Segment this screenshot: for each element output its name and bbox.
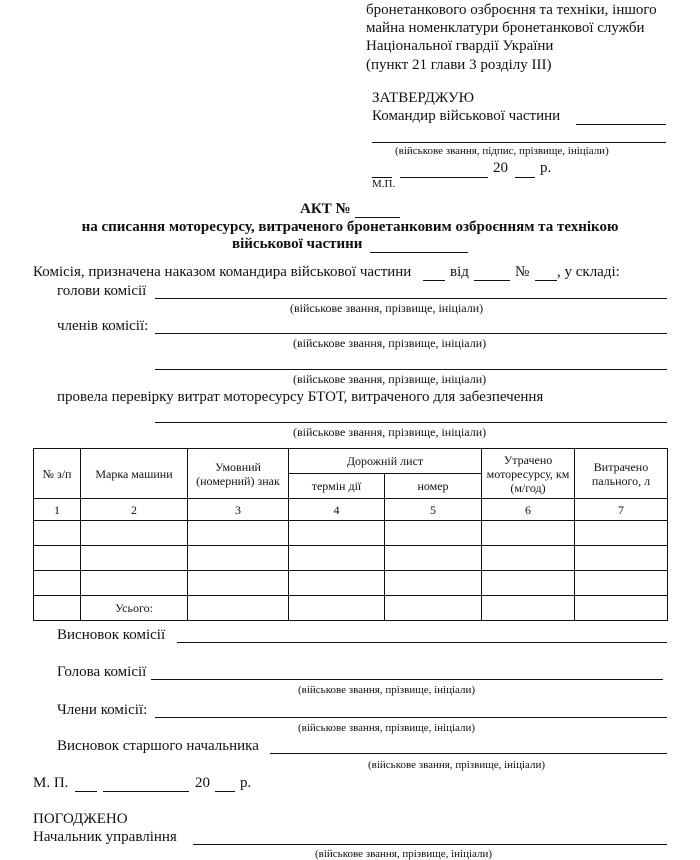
approval-year: 20 bbox=[493, 160, 508, 176]
chief-label: Начальник управління bbox=[33, 829, 177, 845]
commission-intro: Комісія, призначена наказом командира військової частини bbox=[33, 264, 412, 280]
commission-head-blank[interactable] bbox=[155, 298, 667, 299]
cell[interactable] bbox=[385, 521, 482, 546]
cell[interactable] bbox=[34, 596, 81, 621]
col-number: 4 bbox=[289, 499, 385, 521]
commission-no: № bbox=[515, 264, 530, 280]
table-row bbox=[34, 546, 668, 571]
header-note-line4: (пункт 21 глави 3 розділу III) bbox=[366, 57, 552, 73]
cell[interactable] bbox=[188, 546, 289, 571]
commission-head-label: голови комісії bbox=[57, 283, 147, 299]
commander-signature-blank[interactable] bbox=[372, 142, 666, 143]
act-subtitle2: військової частини bbox=[232, 236, 363, 252]
table-row bbox=[34, 571, 668, 596]
conclusion-blank[interactable] bbox=[177, 642, 667, 643]
motor-resource-table bbox=[33, 448, 668, 621]
header-note-line2: майна номенклатури бронетанкової служби bbox=[366, 20, 645, 36]
conclusion-label: Висновок комісії bbox=[57, 627, 166, 643]
footer-year-blank[interactable] bbox=[215, 791, 235, 792]
header-no: № з/п bbox=[34, 449, 81, 499]
order-number-blank[interactable] bbox=[423, 280, 445, 281]
commission-purpose-hint: (військове звання, прізвище, ініціали) bbox=[293, 425, 487, 439]
col-number: 1 bbox=[34, 499, 81, 521]
agreed-title: ПОГОДЖЕНО bbox=[33, 811, 128, 827]
cell[interactable] bbox=[482, 571, 575, 596]
commission-purpose-blank[interactable] bbox=[155, 422, 667, 423]
cell[interactable] bbox=[289, 546, 385, 571]
total-row bbox=[34, 596, 668, 621]
header-note-line1: бронетанкового озброєння та техніки, іншого bbox=[366, 2, 657, 18]
cell[interactable] bbox=[34, 571, 81, 596]
col-number: 5 bbox=[385, 499, 482, 521]
commission-members-hint1: (військове звання, прізвище, ініціали) bbox=[293, 336, 487, 350]
commission-members-blank1[interactable] bbox=[155, 333, 667, 334]
head-label: Голова комісії bbox=[57, 664, 147, 680]
header-waybill: Дорожній лист bbox=[289, 449, 482, 474]
header-number: номер bbox=[385, 474, 482, 499]
total-label: Усього: bbox=[81, 596, 188, 621]
members-hint: (військове звання, прізвище, ініціали) bbox=[298, 722, 476, 734]
cell[interactable] bbox=[188, 596, 289, 621]
act-title: АКТ № bbox=[300, 201, 351, 217]
chief-blank[interactable] bbox=[193, 844, 667, 845]
order-no-blank[interactable] bbox=[535, 280, 557, 281]
head-blank[interactable] bbox=[151, 679, 663, 680]
header-validity: термін дії bbox=[289, 474, 385, 499]
cell[interactable] bbox=[385, 596, 482, 621]
header-note-line3: Національної гвардії України bbox=[366, 38, 554, 54]
col-number: 3 bbox=[188, 499, 289, 521]
approval-month-blank[interactable] bbox=[400, 177, 488, 178]
chief-hint: (військове звання, прізвище, ініціали) bbox=[315, 848, 493, 860]
act-number-blank[interactable] bbox=[355, 217, 400, 218]
approval-title: ЗАТВЕРДЖУЮ bbox=[372, 90, 475, 106]
table-row bbox=[34, 521, 668, 546]
cell[interactable] bbox=[34, 521, 81, 546]
footer-day-blank[interactable] bbox=[75, 791, 97, 792]
act-subtitle1: на списання моторесурсу, витраченого бронетанковим озброєнням та технікою bbox=[81, 219, 619, 235]
column-number-row bbox=[34, 499, 668, 521]
col-number: 6 bbox=[482, 499, 575, 521]
cell[interactable] bbox=[81, 571, 188, 596]
cell[interactable] bbox=[385, 546, 482, 571]
commission-from: від bbox=[450, 264, 469, 280]
commission-members-hint2: (військове звання, прізвище, ініціали) bbox=[293, 372, 487, 386]
cell[interactable] bbox=[81, 521, 188, 546]
approval-hint: (військове звання, підпис, прізвище, ініціали) bbox=[395, 145, 609, 157]
approval-year-suffix: р. bbox=[540, 160, 552, 176]
header-brand: Марка машини bbox=[81, 449, 188, 499]
footer-month-blank[interactable] bbox=[103, 791, 189, 792]
order-date-blank[interactable] bbox=[474, 280, 510, 281]
act-unit-blank[interactable] bbox=[370, 252, 468, 253]
cell[interactable] bbox=[289, 521, 385, 546]
commission-members-label: членів комісії: bbox=[57, 318, 149, 334]
cell[interactable] bbox=[482, 546, 575, 571]
members-label: Члени комісії: bbox=[57, 702, 148, 718]
cell[interactable] bbox=[188, 521, 289, 546]
cell[interactable] bbox=[482, 521, 575, 546]
footer-year-suffix: р. bbox=[240, 775, 252, 791]
commission-checked: провела перевірку витрат моторесурсу БТОТ, витраченого для забезпечення bbox=[57, 389, 544, 405]
approval-stamp: М.П. bbox=[372, 178, 396, 190]
header-sign: Умовний (номерний) знак bbox=[188, 449, 289, 499]
cell[interactable] bbox=[385, 571, 482, 596]
commission-head-hint: (військове звання, прізвище, ініціали) bbox=[290, 301, 484, 315]
header-fuel: Витрачено пального, л bbox=[575, 449, 668, 499]
members-blank[interactable] bbox=[155, 717, 667, 718]
commander-unit-blank[interactable] bbox=[576, 124, 666, 125]
cell[interactable] bbox=[34, 546, 81, 571]
footer-year: 20 bbox=[195, 775, 210, 791]
senior-blank[interactable] bbox=[270, 753, 667, 754]
commission-composed: , у складі: bbox=[557, 264, 620, 280]
cell[interactable] bbox=[575, 521, 668, 546]
header-lost: Утрачено моторесурсу, км (м/год) bbox=[482, 449, 575, 499]
cell[interactable] bbox=[482, 596, 575, 621]
col-number: 7 bbox=[575, 499, 668, 521]
cell[interactable] bbox=[289, 571, 385, 596]
cell[interactable] bbox=[289, 596, 385, 621]
col-number: 2 bbox=[81, 499, 188, 521]
approval-year-blank[interactable] bbox=[515, 177, 535, 178]
cell[interactable] bbox=[575, 596, 668, 621]
cell[interactable] bbox=[575, 546, 668, 571]
footer-stamp: М. П. bbox=[33, 775, 69, 791]
approval-commander: Командир військової частини bbox=[372, 108, 561, 124]
head-hint: (військове звання, прізвище, ініціали) bbox=[298, 684, 476, 696]
cell[interactable] bbox=[188, 571, 289, 596]
senior-hint: (військове звання, прізвище, ініціали) bbox=[368, 759, 546, 771]
cell[interactable] bbox=[575, 571, 668, 596]
commission-members-blank2[interactable] bbox=[155, 369, 667, 370]
senior-label: Висновок старшого начальника bbox=[57, 738, 259, 754]
cell[interactable] bbox=[81, 546, 188, 571]
